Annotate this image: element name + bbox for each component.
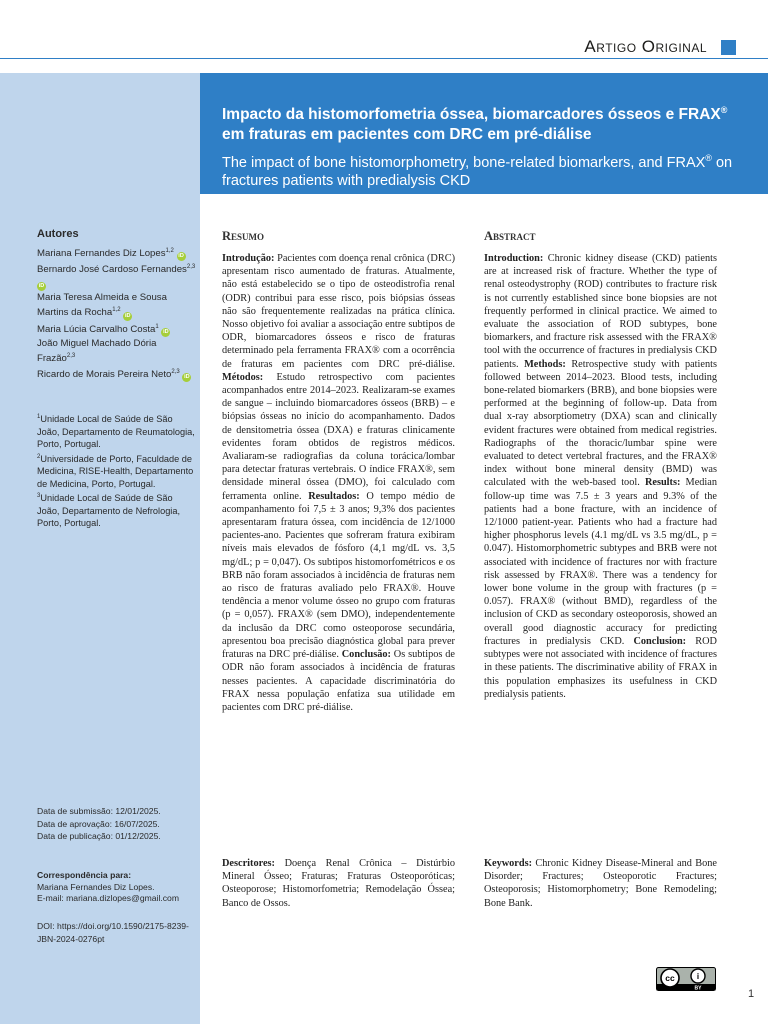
author-name: João Miguel Machado Dória Frazão [37, 337, 157, 365]
publication-date: Data de publicação: 01/12/2025. [37, 831, 161, 841]
resumo-methods-text: Estudo retrospectivo com pacientes acompanhados entre 2014–2023. Realizaram-se exames de sangue – incluindo biomarcadores ósseos (BRB) – e biópsias ósseas no início do acompanhamento. Dados de densitometria óssea (DXA) e fraturas clinicamente evidentes foram obtidos de registros médicos. Avaliaram-se radiografias da coluna torácica/lombar para detectar fraturas vertebrais. O índice FRAX®, sem densidade mineral óssea (DMO), foi calculado com ferramenta online. [222, 371, 455, 502]
authors-list [37, 245, 197, 382]
abstract-results-label: Results: [644, 477, 681, 489]
orcid-icon[interactable]: iD [184, 374, 190, 381]
creative-commons-by-icon[interactable] [656, 967, 716, 991]
page-number: 1 [748, 988, 755, 1000]
abstract-methods-label: Methods: [524, 358, 566, 370]
orcid-icon[interactable]: iD [38, 282, 45, 289]
author-name: Mariana Fernandes Diz Lopes [37, 248, 166, 260]
resumo-conclusion-label: Conclusão: [341, 649, 391, 661]
approval-date: Data de aprovação: 16/07/2025. [37, 818, 160, 829]
author-affiliation-sup: 1,2 [112, 307, 121, 314]
abstract-results-text: Median follow-up time was 7.5 ± 3 years and 9.3% of the patients had a bone fracture, with an incidence of 12/1000 patient-year. Patients who had a fracture had higher phosphorus levels (4.1 mg/dL vs 3.5 mg/dL, p = 0.047). Histomorphometric subtypes and BRB were not associated with incidence of fractures nor with fracture risk assessed by FRAX®. There was a tendency for lower bone volume in the group with fractures (p = 0.057). FRAX® (without BMD), regardless of the inclusion of CKD as secondary osteoporosis, showed an overall good diagnostic accuracy for predicting fractures in predialysis CKD. [484, 477, 717, 647]
submission-date: Data de submissão: 12/01/2025. [37, 806, 161, 816]
doi-link[interactable]: DOI: https://doi.org/10.1590/2175-8239-JBN-2024-0276pt [37, 921, 189, 944]
author-item [37, 366, 197, 382]
abstract-keywords [484, 857, 717, 910]
header-accent-square [721, 40, 736, 55]
affiliations [37, 411, 197, 530]
affiliation-item [37, 411, 197, 451]
affiliation-number: 2 [37, 453, 41, 460]
abstract-keywords-text: Chronic Kidney Disease-Mineral and Bone Disorder; Fractures; Osteoporotic Fractures; Osteoporosis; Histomorphometry; Bone Remodeling; Bone Bank. [484, 858, 717, 909]
title-english [222, 149, 742, 190]
resumo-methods-label: Métodos: [222, 371, 264, 383]
author-name: Maria Teresa Almeida e Sousa Martins da Rocha [37, 291, 167, 319]
title-en-reg-mark: ® [705, 153, 712, 163]
resumo-body [222, 252, 455, 714]
resumo-conclusion-text: Os subtipos de ODR não foram associados à incidência de fraturas nesses pacientes. A capacidade discriminatória do FRAX nessa população enfatiza sua utilidade em pacientes com DRC pré-diálise. [222, 649, 455, 713]
affiliation-text: Unidade Local de Saúde de São João, Departamento de Reumatologia, Porto, Portugal. [37, 414, 195, 450]
author-item [37, 261, 197, 291]
author-affiliation-sup: 2,3 [66, 353, 76, 360]
abstract-methods-text: Retrospective study with patients followed between 2014–2023. Blood tests, including bone-related biomarkers (BRB), and bone biopsies were performed at the beginning of follow-up. Data from dual x-ray absorptiometry (DXA) scan and clinically evident fractures were obtained from medical registries. Radiographs of the thoracic/lumbar spine were evaluated to detect vertebral fractures, and the FRAX® index without bone mineral density (BMD) was calculated with the web-based tool. [484, 358, 717, 489]
correspondence-heading: Correspondência para: [37, 870, 132, 880]
author-affiliation-sup: 1,2 [165, 248, 174, 254]
title-pt-text-rest: em fraturas em pacientes com DRC em pré-diálise [222, 126, 592, 144]
resumo-intro-text: Pacientes com doença renal crônica (DRC) apresentam risco aumentado de fraturas. Atualmente, não está estabelecido se o tipo de osteodistrofia renal (ODR) contribui para esse risco, pois biópsias ósseas não são frequentemente realizadas na prática clínica. Nosso objetivo foi avaliar a associação entre subtipos de ODR, biomarcadores ósseos e risco de fraturas determinado pela ferramenta FRAX® com a ocorrência de fraturas em pacientes com DRC pré-diálise. [222, 253, 455, 370]
by-label: BY [694, 985, 702, 991]
abstract-conclusion-label: Conclusion: [633, 635, 687, 647]
author-item [37, 291, 197, 321]
orcid-icon[interactable]: iD [178, 253, 184, 260]
resumo-keywords-label: Descritores: [222, 858, 275, 869]
authors-heading: Autores [37, 228, 79, 240]
cc-glyph: cc [665, 973, 675, 983]
publication-dates [37, 805, 197, 843]
abstract-conclusion-text: ROD subtypes were not associated with incidence of fractures in these patients. The discriminative ability of FRAX in this population emphasizes its usefulness in CKD predialysis patients. [484, 635, 717, 700]
resumo-keywords [222, 857, 455, 910]
resumo-results-label: Resultados: [308, 490, 360, 502]
affiliation-number: 3 [37, 493, 41, 500]
abstract-keywords-label: Keywords: [484, 858, 533, 869]
title-pt-text: Impacto da histomorfometria óssea, biomarcadores ósseos e FRAX [222, 106, 721, 124]
title-portuguese [222, 100, 742, 145]
header-divider [0, 58, 768, 59]
author-item [37, 337, 197, 366]
author-item [37, 321, 197, 337]
author-name: Maria Lúcia Carvalho Costa [37, 323, 156, 335]
orcid-icon[interactable]: iD [124, 312, 131, 319]
resumo-heading: Resumo [222, 229, 265, 243]
author-affiliation-sup: 2,3 [171, 368, 180, 375]
affiliation-text: Unidade Local de Saúde de São João, Departamento de Nefrologia, Porto, Portugal. [37, 493, 181, 529]
author-name: Bernardo José Cardoso Fernandes [37, 264, 187, 276]
abstract-intro-label: Introduction: [484, 253, 544, 264]
correspondence-email[interactable]: E-mail: mariana.dizlopes@gmail.com [37, 893, 179, 903]
affiliation-item [37, 490, 197, 530]
affiliation-item [37, 451, 197, 491]
author-item [37, 245, 197, 261]
article-type-label: Artigo Original [584, 37, 707, 56]
title-en-text: The impact of bone histomorphometry, bone-related biomarkers, and FRAX [222, 154, 706, 171]
orcid-icon[interactable]: iD [163, 328, 169, 335]
abstract-body [484, 252, 717, 701]
affiliation-text: Universidade de Porto, Faculdade de Medicina, RISE-Health, Departamento de Medicina, Porto, Portugal. [37, 453, 194, 489]
resumo-results-text: O tempo médio de acompanhamento foi 7,5 ± 3 anos; 9,3% dos pacientes apresentaram fratura óssea, com incidência de 12/1000 pacientes-ano. Pacientes que sofreram fratura exibiram níveis mais elevados de fósforo (4,1 mg/dL vs. 3,5 mg/dL; p = 0,047). Os subtipos histomorfométricos e os BRB não foram associados à incidência de fraturas nem ao risco de fraturas avaliado pelo FRAX®. Houve tendência a menor volume ósseo no grupo com fraturas (p = 0,057). FRAX® (sem DMO), independentemente da inclusão da DRC como osteoporose secundária, apresentou boa precisão diagnóstica global para prever fraturas na DRC pré-diálise. [222, 490, 455, 661]
title-pt-reg-mark: ® [720, 105, 728, 115]
abstract-heading: Abstract [484, 229, 536, 243]
author-name: Ricardo de Morais Pereira Neto [37, 369, 172, 381]
author-affiliation-sup: 2,3 [186, 264, 196, 271]
abstract-intro-text: Chronic kidney disease (CKD) patients are at increased risk of fracture. Whether the type of renal osteodystrophy (ROD) contributes to fracture risk is not currently established since bone biopsies are not frequently performed in clinical practice. We aimed to evaluate the association of ROD subtypes, bone biomarkers, and fracture risk assessed with the FRAX® tool with the occurrence of fractures in predialysis CKD patients. [484, 253, 717, 370]
correspondence-name: Mariana Fernandes Diz Lopes. [37, 881, 155, 892]
correspondence [37, 870, 197, 905]
resumo-keywords-text: Doença Renal Crônica – Distúrbio Mineral Ósseo; Fraturas; Fraturas Osteoporóticas; Osteoporose; Histomorfometria; Remodelação Óssea; Banco de Ossos. [222, 858, 455, 909]
affiliation-number: 1 [37, 414, 41, 420]
by-person-glyph: i [696, 972, 700, 981]
title-en-text-rest: on fractures patients with predialysis CKD [222, 154, 733, 189]
resumo-intro-label: Introdução: [222, 253, 275, 264]
author-affiliation-sup: 1 [155, 323, 159, 330]
